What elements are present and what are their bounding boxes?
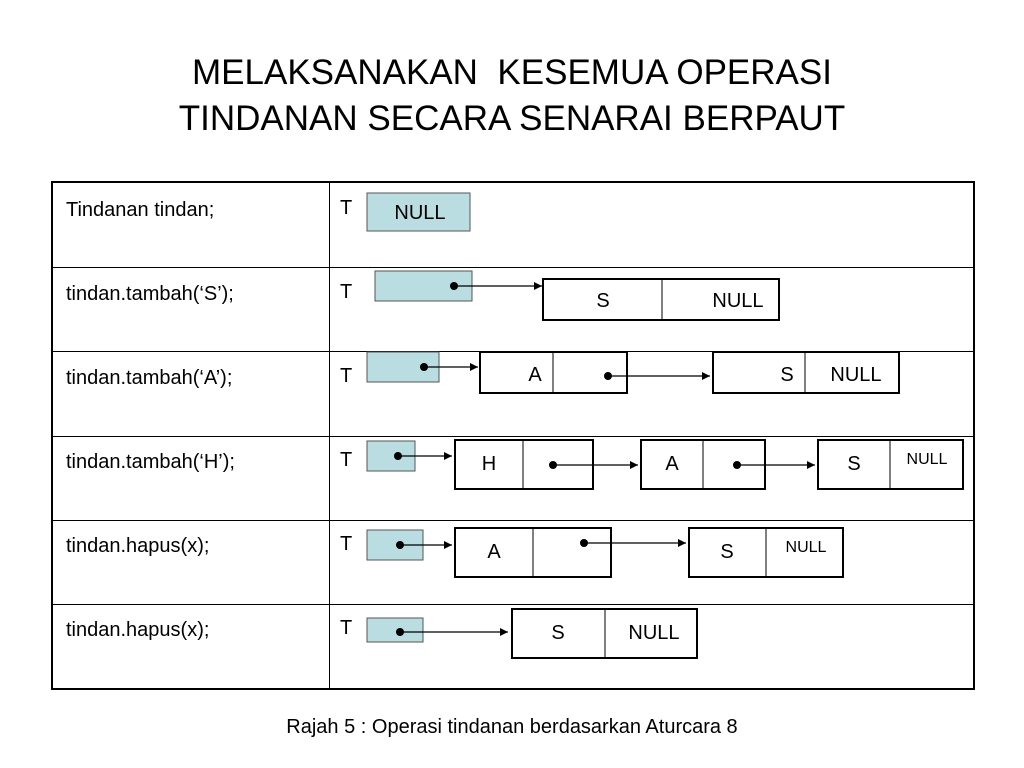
title-line-2: TINDANAN SECARA SENARAI BERPAUT <box>178 99 846 138</box>
node-data-S: S <box>551 622 565 644</box>
figure-caption: Rajah 5 : Operasi tindanan berdasarkan Aturcara 8 <box>286 716 738 738</box>
top-label-row-6: T <box>340 617 353 639</box>
null-label: NULL <box>628 622 680 644</box>
null-label: NULL <box>712 290 764 312</box>
code-row-5: tindan.hapus(x); <box>66 535 210 557</box>
null-label: NULL <box>394 202 446 224</box>
node-data-A: A <box>528 364 542 386</box>
node-data-A: A <box>665 453 679 475</box>
title-line-1: MELAKSANAKAN KESEMUA OPERASI <box>192 53 832 92</box>
row-1-diagram <box>367 193 470 231</box>
node-data-S: S <box>720 541 734 563</box>
null-label: NULL <box>906 451 948 468</box>
row-2-diagram <box>375 271 779 320</box>
code-row-1: Tindanan tindan; <box>66 199 215 221</box>
null-label: NULL <box>830 364 882 386</box>
top-label-row-1: T <box>340 197 353 219</box>
node-data-H: H <box>481 453 497 475</box>
node-data-A: A <box>487 541 501 563</box>
top-pointer-box <box>367 618 423 642</box>
node-data-S: S <box>780 364 794 386</box>
top-label-row-5: T <box>340 533 353 555</box>
node-data-S: S <box>847 453 861 475</box>
row-5-diagram <box>367 528 843 577</box>
top-label-row-3: T <box>340 365 353 387</box>
top-label-row-2: T <box>340 281 353 303</box>
node-data-S: S <box>596 290 610 312</box>
row-6-diagram <box>367 609 697 658</box>
code-row-4: tindan.tambah(‘H’); <box>66 451 235 473</box>
code-row-2: tindan.tambah(‘S’); <box>66 283 234 305</box>
code-row-6: tindan.hapus(x); <box>66 619 210 641</box>
null-label: NULL <box>785 539 827 556</box>
top-label-row-4: T <box>340 449 353 471</box>
row-3-diagram <box>367 352 899 393</box>
code-row-3: tindan.tambah(‘A’); <box>66 367 233 389</box>
row-4-diagram <box>367 440 963 489</box>
